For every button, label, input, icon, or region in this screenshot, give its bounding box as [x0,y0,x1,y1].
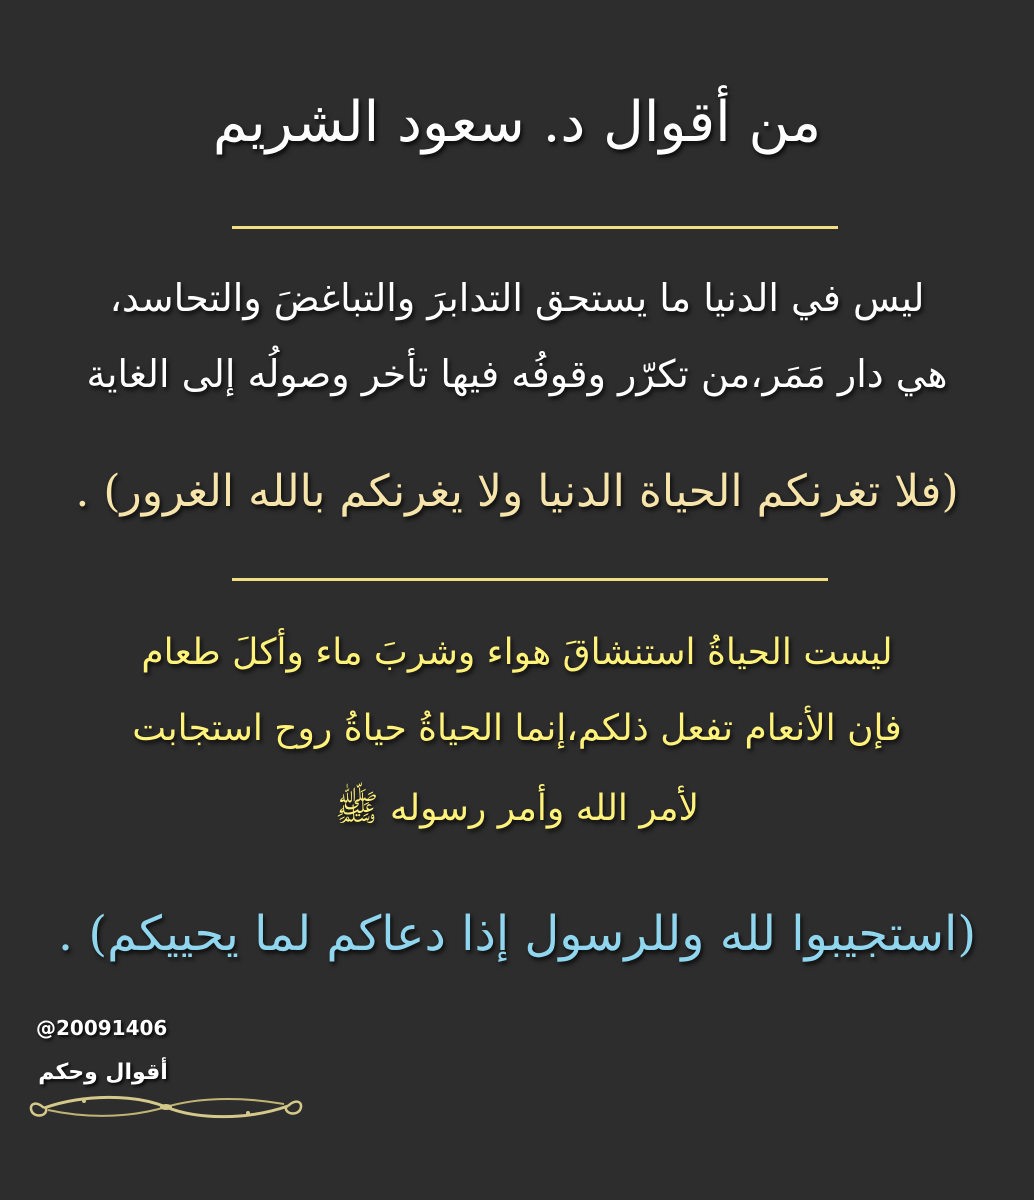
paragraph2-line1: ليست الحياةُ استنشاقَ هواء وشربَ ماء وأكلَ طعام [141,632,893,673]
brand-name: أقوال وحكم [38,1060,168,1085]
paragraph1-line1: ليس في الدنيا ما يستحق التدابرَ والتباغضَ والتحاسد، [109,276,925,320]
verse-quote-2: (استجيبوا لله وللرسول إذا دعاكم لما يحييكم) . [57,906,977,962]
verse-quote-1: (فلا تغرنكم الحياة الدنيا ولا يغرنكم بالله الغرور) . [75,466,959,517]
paragraph2-line3: لأمر الله وأمر رسوله ﷺ [334,788,700,829]
ornament-flourish-icon [24,1086,308,1128]
divider-middle [232,578,828,581]
account-handle: @20091406 [36,1016,168,1040]
paragraph1-line2: هي دار مَمَر،من تكرّر وقوفُه فيها تأخر وصولُه إلى الغاية [86,352,948,396]
paragraph2-line2: فإن الأنعام تفعل ذلكم،إنما الحياةُ حياةُ روح استجابت [132,708,902,749]
divider-top [232,226,838,229]
page-title: من أقوال د. سعود الشريم [212,90,822,155]
